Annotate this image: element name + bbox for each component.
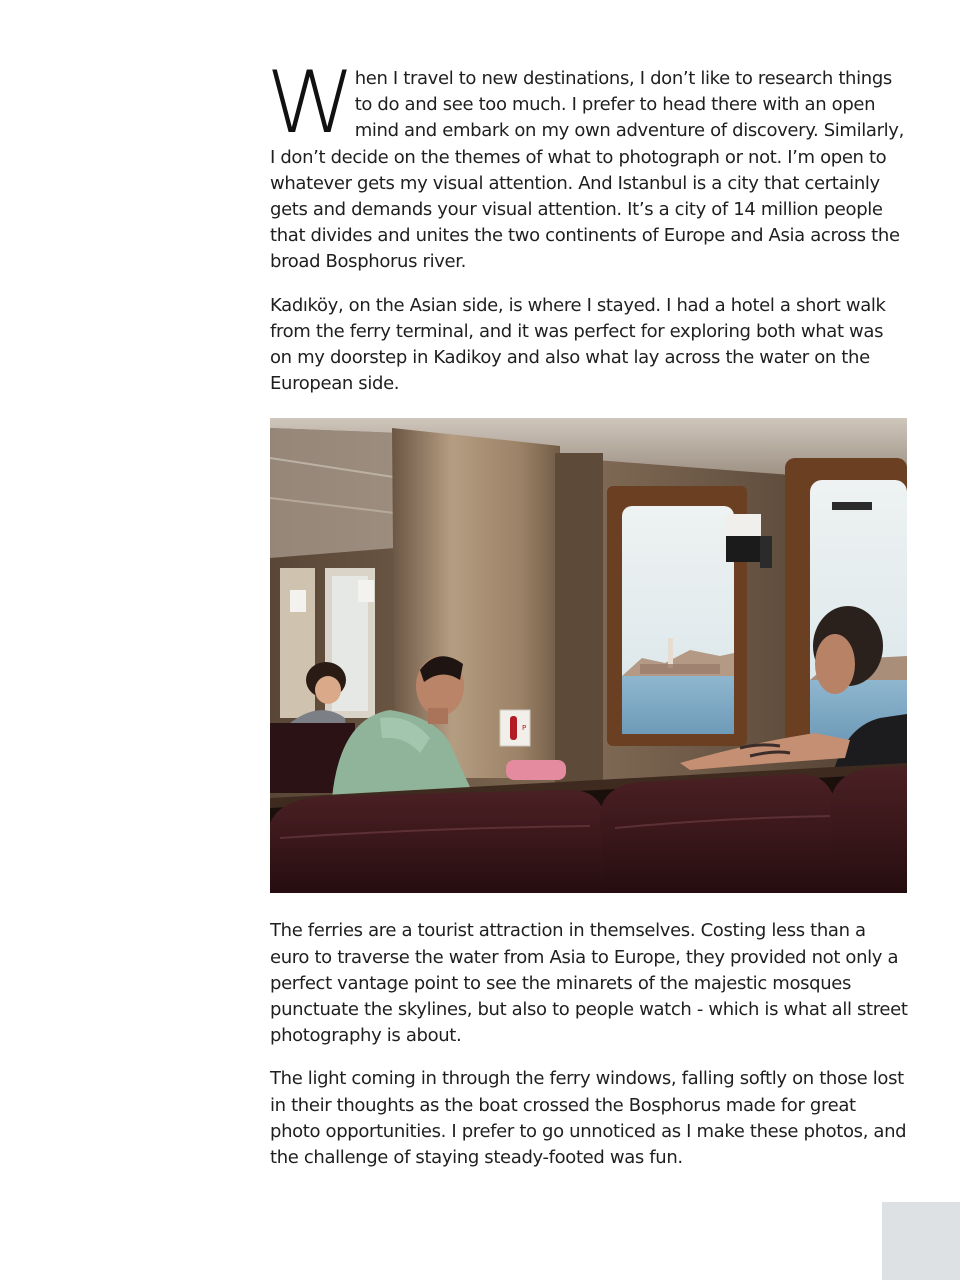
paragraph-intro: [266, 53, 910, 276]
photo-seat-left: [270, 790, 610, 893]
photo-seat-middle: [600, 774, 842, 893]
photo-wall-lamp: [726, 514, 761, 536]
corner-block: [882, 1202, 960, 1280]
photo-seat-right: [830, 766, 907, 893]
paragraph-light: The light coming in through the ferry windows, falling softly on those lost in their thoughts as the boat crossed the Bosphorus made for great photo opportunities. I prefer to go unnoticed as I make these photos, and the challenge of staying steady-footed was fun.: [270, 1068, 907, 1169]
paragraph-intro-text: hen I travel to new destinations, I don’t like to research things to do and see too much. I prefer to head there with an open mind and embark on my own adventure of discovery. Similarly, I don’t decide on the themes of what to photograph or not. I’m open to whatever gets my visual attention. And Istanbul is a city that certainly gets and demands your visual attention. It’s a city of 14 million people that divides and unites the two continents of Europe and Asia across the broad Bosphorus river.: [270, 68, 904, 273]
paragraph-kadikoy: Kadıköy, on the Asian side, is where I stayed. I had a hotel a short walk from the ferry terminal, and it was perfect for exploring both what was on my doorstep in Kadikoy and also what lay across the water on the European side.: [270, 294, 886, 395]
ferry-interior-photo: [270, 418, 907, 893]
photo-pink-bag: [506, 760, 566, 780]
photo-sign-letter: P: [522, 724, 527, 733]
drop-cap: W: [266, 53, 355, 153]
article-column: [266, 53, 910, 1171]
paragraph-ferries: The ferries are a tourist attraction in themselves. Costing less than a euro to traverse the water from Asia to Europe, they provided not only a perfect vantage point to see the minarets of the majestic mosques punctuate the skylines, but also to people watch - which is what all street photography is about.: [270, 920, 908, 1047]
